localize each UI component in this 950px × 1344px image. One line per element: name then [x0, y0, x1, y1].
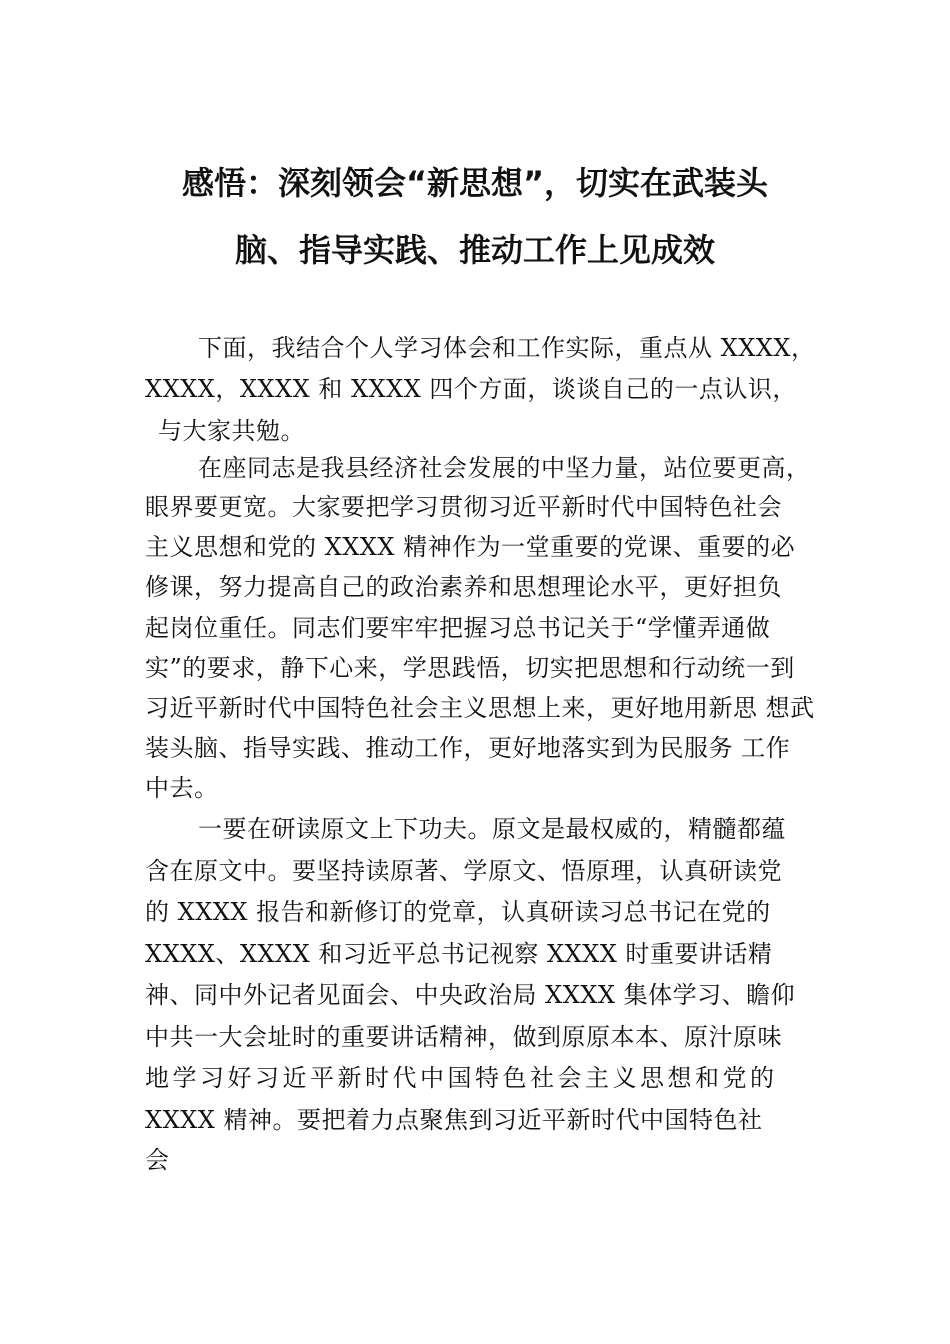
body-line: 眼界要更宽。大家要把学习贯彻习近平新时代中国特色社会 [145, 493, 782, 521]
body-line: 起岗位重任。同志们要牢牢把握习总书记关于“学懂弄通做 [145, 614, 771, 642]
body-line: XXXX、XXXX 和习近平总书记视察 XXXX 时重要讲话精 [145, 940, 773, 968]
body-line: 装头脑、指导实践、推动工作，更好地落实到为民服务 工作 [145, 734, 791, 762]
body-line: 实”的要求，静下心来，学思践悟，切实把思想和行动统一到 [145, 654, 795, 682]
body-line: 中共一大会址时的重要讲话精神，做到原原本本、原汁原味 [145, 1023, 782, 1051]
body-line: 一要在研读原文上下功夫。原文是最权威的，精髓都蕴 [198, 815, 786, 843]
body-line: 中去。 [145, 774, 219, 802]
body-line: 地学习好习近平新时代中国特色社会主义思想和党的 [145, 1064, 778, 1092]
body-line: 主义思想和党的 XXXX 精神作为一堂重要的党课、重要的必 [145, 533, 796, 561]
body-line: 含在原文中。要坚持读原著、学原文、悟原理，认真研读党 [145, 857, 782, 885]
body-line: 在座同志是我县经济社会发展的中坚力量，站位要更高， [198, 454, 811, 482]
title-line-1: 感悟：深刻领会“新思想”，切实在武装头 [181, 164, 769, 202]
body-line: XXXX 精神。要把着力点聚焦到习近平新时代中国特色社 [145, 1106, 763, 1134]
body-line: 下面，我结合个人学习体会和工作实际，重点从 XXXX， [198, 334, 816, 362]
title-line-2: 脑、指导实践、推动工作上见成效 [234, 231, 715, 269]
body-line: 神、同中外记者见面会、中央政治局 XXXX 集体学习、瞻仰 [145, 981, 796, 1009]
body-line: 习近平新时代中国特色社会主义思想上来，更好地用新思 想武 [145, 694, 815, 722]
body-line: XXXX，XXXX 和 XXXX 四个方面，谈谈自己的一点认识， [145, 375, 797, 403]
body-line: 与大家共勉。 [158, 417, 305, 445]
body-line: 修课，努力提高自己的政治素养和思想理论水平，更好担负 [145, 573, 782, 601]
body-line: 会 [145, 1146, 170, 1174]
body-line: 的 XXXX 报告和新修订的党章，认真研读习总书记在党的 [145, 898, 771, 926]
